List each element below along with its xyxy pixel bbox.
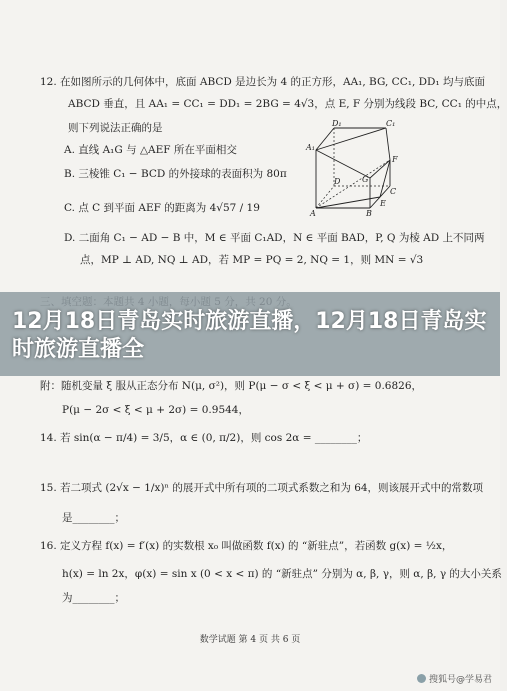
- label-a1: A₁: [306, 143, 315, 152]
- watermark-text: 搜狐号@学易君: [428, 675, 492, 685]
- q12-option-b: B. 三棱锥 C₁ − BCD 的外接球的表面积为 80π: [64, 168, 287, 180]
- q12-option-c: C. 点 C 到平面 AEF 的距离为 4√57 / 19: [64, 202, 260, 214]
- edge-a1g: [316, 150, 370, 178]
- page-footer: 数学试题 第 4 页 共 6 页: [199, 635, 301, 645]
- watermark: [417, 672, 492, 685]
- watermark-logo-icon: [417, 674, 426, 683]
- edge-a1c1: [316, 128, 386, 150]
- label-d: D: [334, 177, 341, 186]
- q16-line1: 16. 定义方程 f(x) = f′(x) 的实数根 x₀ 叫做函数 f(x) 的 “新驻点”，若函数 g(x) = ½x，: [40, 540, 453, 552]
- label-g: G: [362, 175, 369, 184]
- q16-line3: 为________；: [62, 592, 125, 604]
- appendix-line2: P(μ − 2σ < ξ < μ + 2σ) = 0.9544，: [62, 404, 249, 416]
- q12-option-a: A. 直线 A₁G 与 △AEF 所在平面相交: [64, 144, 237, 156]
- q14-text: 14. 若 sin(α − π/4) = 3/5，α ∈ (0, π/2)，则 cos 2α = ________；: [40, 432, 368, 444]
- label-c1: C₁: [386, 119, 396, 128]
- label-c: C: [390, 187, 397, 196]
- q12-option-d-line2: 点，MP ⊥ AD, NQ ⊥ AD，若 MP = PQ = 2, NQ = 1，则 MN = √3: [80, 254, 424, 266]
- q12-line2: ABCD 垂直，且 AA₁ = CC₁ = DD₁ = 2BG = 4√3，点 E, F 分别为线段 BC, CC₁ 的中点，: [68, 98, 507, 110]
- q15-line1: 15. 若二项式 (2√x − 1/x)ⁿ 的展开式中所有项的二项式系数之和为 64，则该展开式中的常数项: [40, 482, 484, 494]
- edge-gf: [370, 160, 390, 178]
- label-a: A: [310, 209, 316, 218]
- geometry-figure: [306, 120, 396, 220]
- edge-ad-hidden: [316, 186, 334, 208]
- edge-af-hidden: [316, 160, 390, 208]
- label-b: B: [366, 209, 372, 218]
- q12-option-d-line1: D. 二面角 C₁ − AD − B 中，M ∈ 平面 C₁AD，N ∈ 平面 BAD，P, Q 为棱 AD 上不同两: [64, 232, 485, 244]
- q16-line2: h(x) = ln 2x，φ(x) = sin x (0 < x < π) 的 “新驻点” 分别为 α, β, γ，则 α, β, γ 的大小关系: [62, 568, 502, 580]
- q12-line1: 12. 在如图所示的几何体中，底面 ABCD 是边长为 4 的正方形，AA₁, BG, CC₁, DD₁ 均与底面: [40, 76, 485, 88]
- q15-line2: 是________；: [62, 512, 125, 524]
- appendix-line1: 附：随机变量 ξ 服从正态分布 N(μ, σ²)，则 P(μ − σ < ξ < μ + σ) = 0.6826，: [40, 380, 423, 392]
- banner-title: 12月18日青岛实时旅游直播，12月18日青岛实时旅游直播全: [12, 309, 487, 362]
- q12-line3: 则下列说法正确的是: [68, 122, 163, 134]
- edge-c1f: [386, 128, 390, 160]
- label-d1: D₁: [332, 119, 342, 128]
- label-f: F: [392, 155, 398, 164]
- label-e: E: [380, 199, 386, 208]
